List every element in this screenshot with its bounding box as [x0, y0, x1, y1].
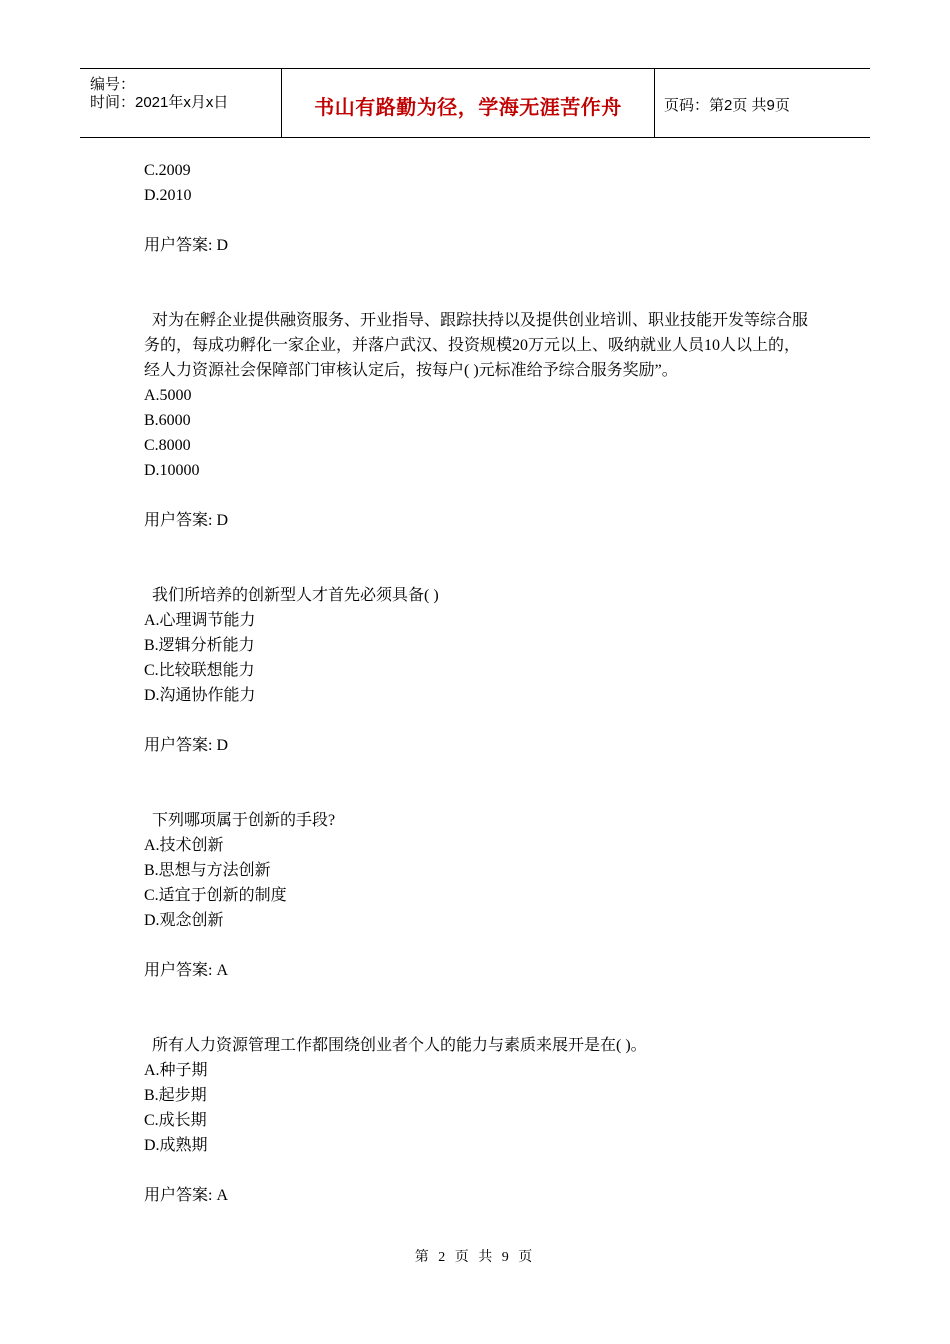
option-d: D.2010	[144, 187, 192, 204]
header-motto-cell	[282, 69, 655, 137]
question-block	[144, 808, 814, 983]
document-body	[144, 158, 814, 1208]
continued-question	[144, 158, 814, 258]
option-c: C.2009	[144, 162, 191, 179]
option-b: B.思想与方法创新	[144, 862, 271, 879]
option-a: A.种子期	[144, 1062, 208, 1079]
user-answer: 用户答案: A	[144, 962, 229, 979]
page-header	[80, 68, 870, 138]
page-footer: 第 2 页 共 9 页	[414, 1250, 536, 1265]
question-block	[144, 1033, 814, 1208]
question-text: 下列哪项属于创新的手段?	[152, 812, 336, 829]
option-c: C.比较联想能力	[144, 662, 255, 679]
number-label: 编号：	[90, 76, 136, 93]
user-answer: 用户答案: D	[144, 237, 229, 254]
option-b: B.6000	[144, 412, 191, 429]
option-a: A.心理调节能力	[144, 612, 256, 629]
user-answer: 用户答案: D	[144, 512, 229, 529]
option-c: C.8000	[144, 437, 191, 454]
question-text: 我们所培养的创新型人才首先必须具备( )	[152, 587, 439, 604]
option-d: D.10000	[144, 462, 200, 479]
question-text: 所有人力资源管理工作都围绕创业者个人的能力与素质来展开是在( )。	[152, 1037, 647, 1054]
header-page-cell	[655, 69, 870, 137]
option-c: C.适宜于创新的制度	[144, 887, 287, 904]
option-d: D.成熟期	[144, 1137, 208, 1154]
option-c: C.成长期	[144, 1112, 207, 1129]
option-b: B.起步期	[144, 1087, 207, 1104]
motto: 书山有路勤为径，学海无涯苦作舟	[314, 97, 622, 119]
option-a: A.5000	[144, 387, 192, 404]
page-info: 页码：第2页 共9页	[664, 97, 790, 114]
option-d: D.沟通协作能力	[144, 687, 256, 704]
option-d: D.观念创新	[144, 912, 224, 929]
question-text: 对为在孵企业提供融资服务、开业指导、跟踪扶持以及提供创业培训、职业技能开发等综合服务的，每成功孵化一家企业，并落户武汉、投资规模20万元以上、吸纳就业人员10人以上的，经人力资源社会保障部门审核认定后，按每户( )元标准给予综合服务奖励”。	[144, 312, 809, 379]
option-b: B.逻辑分析能力	[144, 637, 255, 654]
question-block	[144, 583, 814, 758]
header-meta-cell	[80, 69, 282, 137]
user-answer: 用户答案: A	[144, 1187, 229, 1204]
user-answer: 用户答案: D	[144, 737, 229, 754]
time-label: 时间：2021年x月x日	[90, 94, 229, 111]
question-block	[144, 308, 814, 533]
option-a: A.技术创新	[144, 837, 224, 854]
